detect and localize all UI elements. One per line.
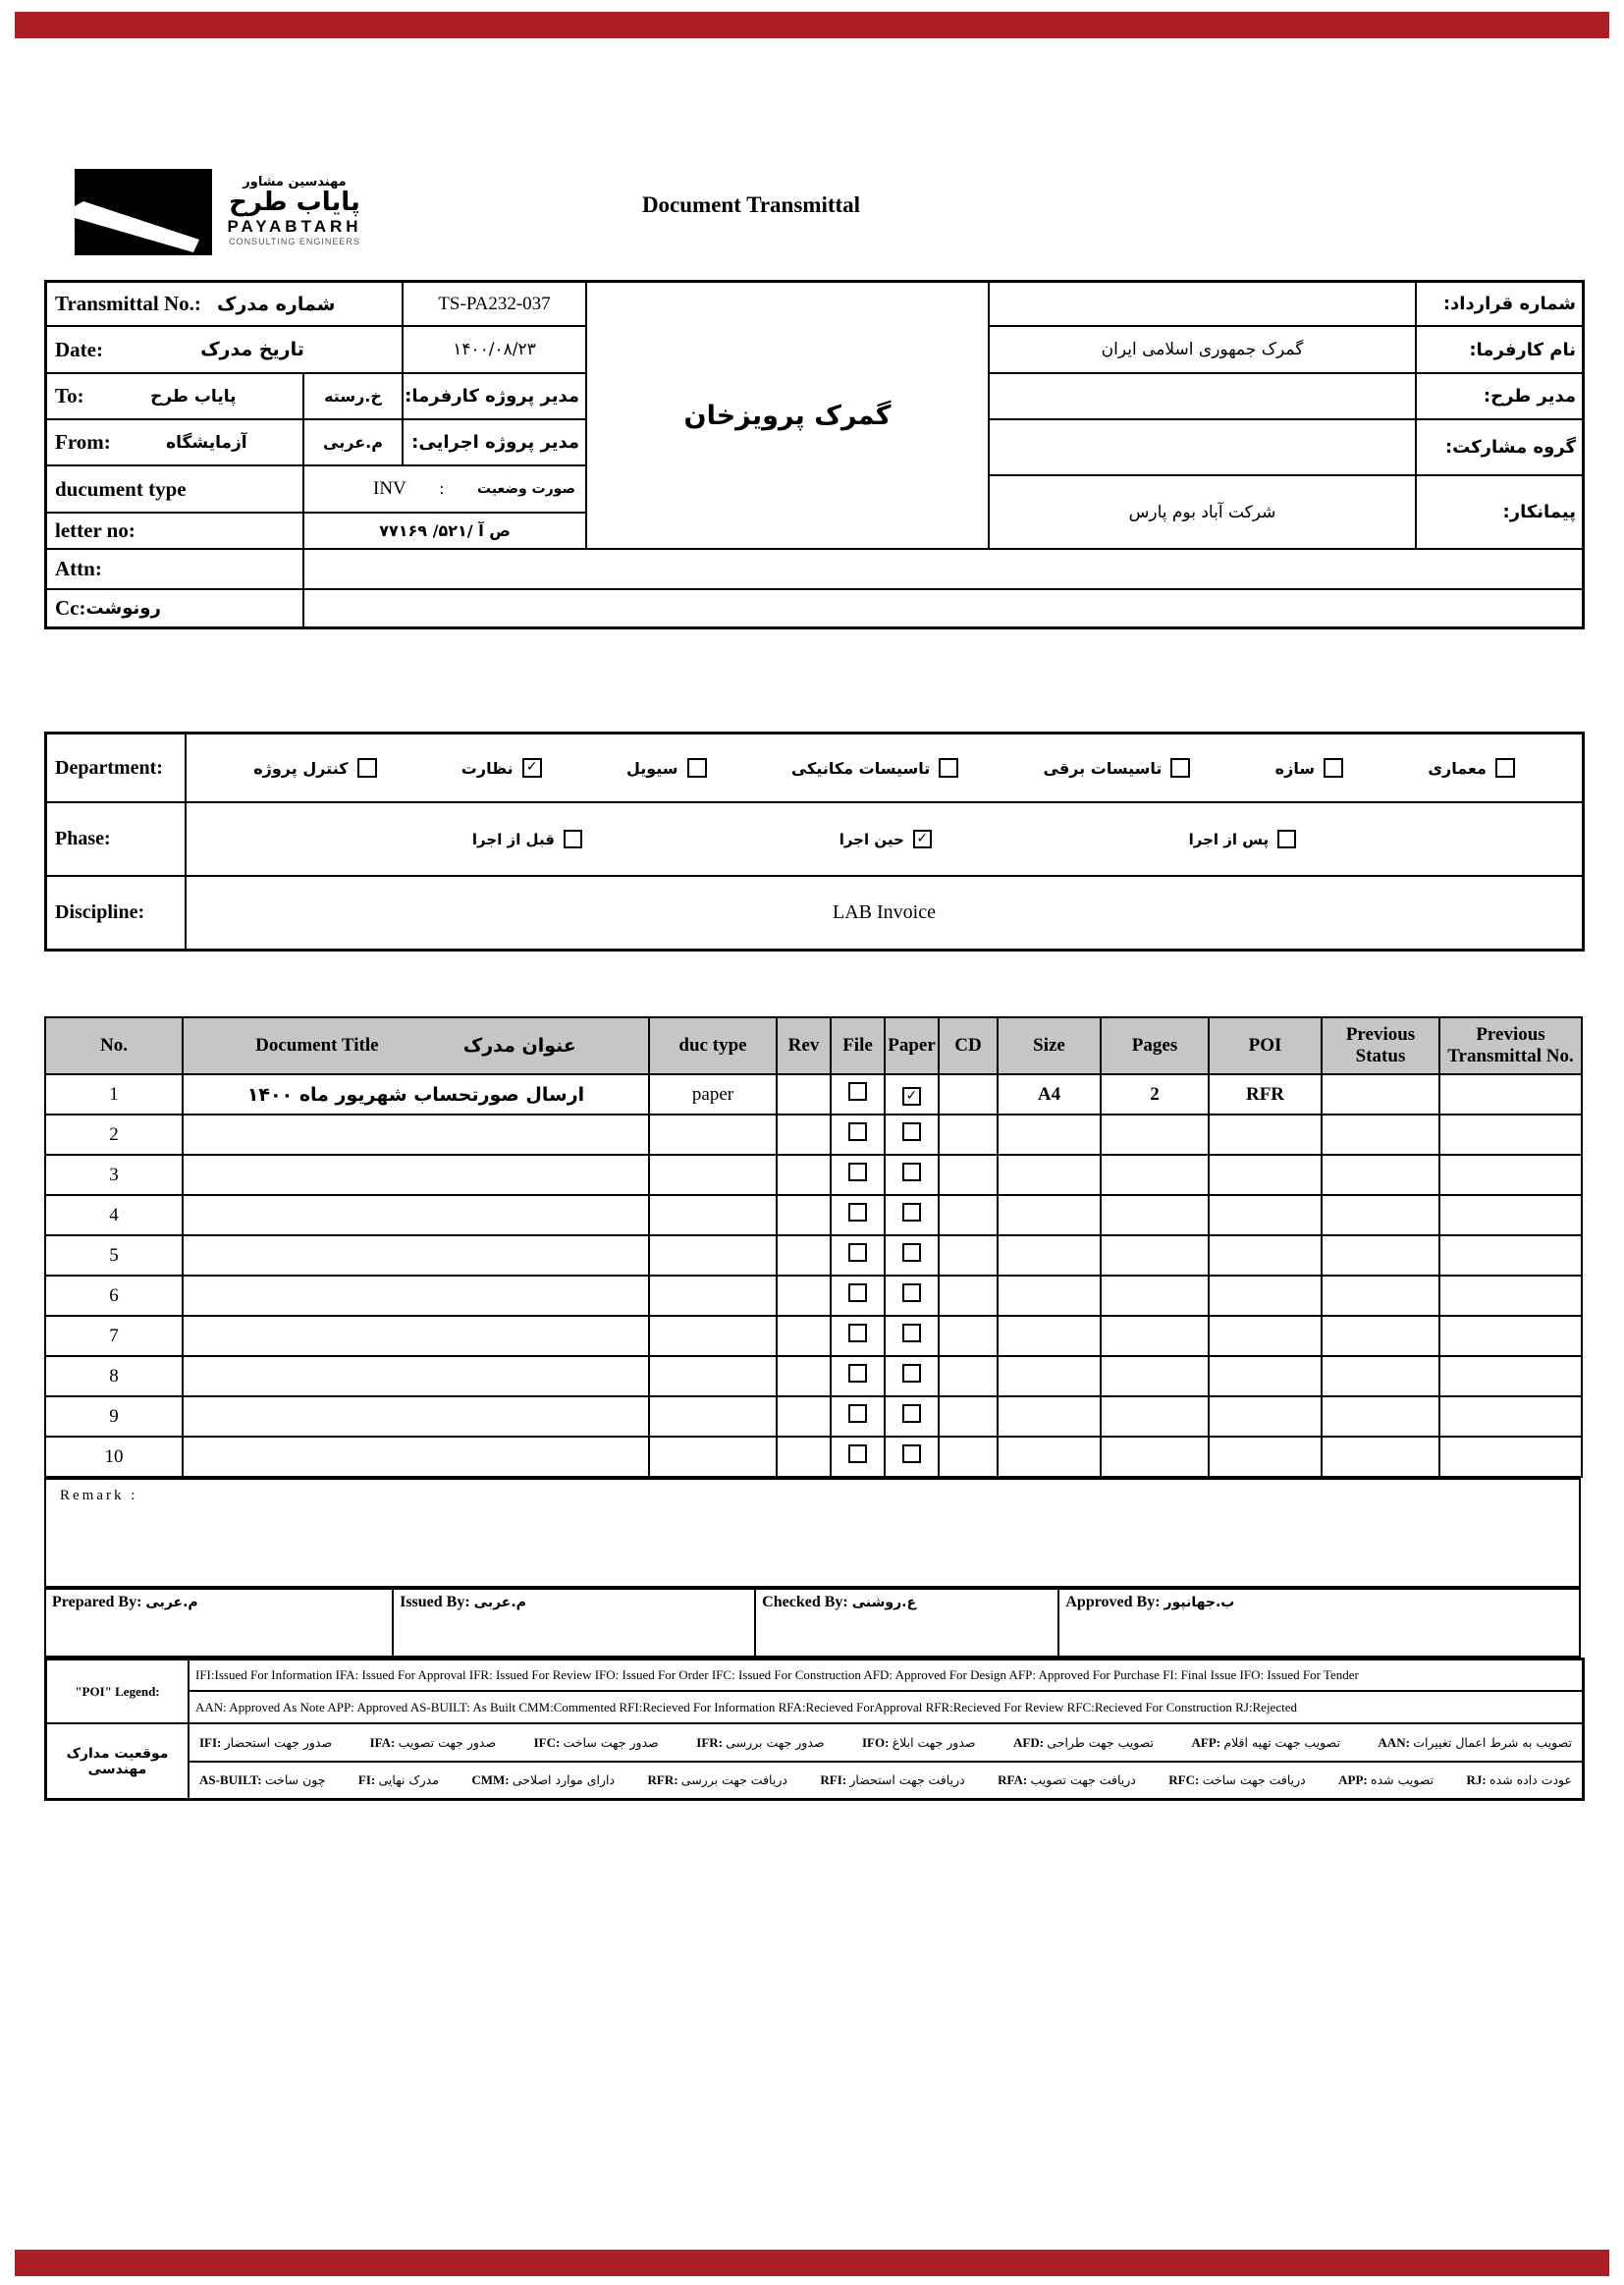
row-rev xyxy=(777,1356,831,1396)
row-duc-type xyxy=(649,1155,777,1195)
row-no: 6 xyxy=(45,1276,183,1316)
row-title xyxy=(183,1115,649,1155)
row-prev-transmittal xyxy=(1439,1195,1582,1235)
cc-cell xyxy=(46,589,303,627)
row-title xyxy=(183,1356,649,1396)
dept-option-structure: سازه xyxy=(1275,758,1343,778)
row-file-checkbox xyxy=(831,1396,885,1437)
client-pm-label: مدیر پروژه کارفرما: xyxy=(403,373,586,419)
dept-option-project-control: کنترل پروژه xyxy=(253,758,376,778)
transmittal-no-value: TS-PA232-037 xyxy=(403,282,586,326)
file-checkbox-icon[interactable] xyxy=(848,1283,867,1302)
checked-by-cell: Checked By: ع.روشنی xyxy=(756,1590,1059,1656)
file-checkbox-icon[interactable] xyxy=(848,1203,867,1222)
project-name: گمرک پرویزخان xyxy=(586,282,989,549)
documents-header-row xyxy=(45,1017,1582,1074)
to-value: پایاب طرح xyxy=(150,386,237,407)
poi-legend-label: "POI" Legend: xyxy=(46,1659,189,1723)
documents-table xyxy=(44,1016,1583,1478)
row-file-checkbox xyxy=(831,1437,885,1477)
row-title xyxy=(183,1316,649,1356)
row-paper-checkbox xyxy=(885,1437,939,1477)
department-label: Department: xyxy=(46,734,186,802)
row-poi xyxy=(1209,1115,1322,1155)
paper-checkbox-icon[interactable] xyxy=(902,1324,921,1342)
fa-legend-label: موقعیت مدارک مهندسی xyxy=(46,1723,189,1799)
row-title xyxy=(183,1195,649,1235)
dept-option-electrical: تاسیسات برقی xyxy=(1044,758,1191,778)
file-checkbox-icon[interactable] xyxy=(848,1163,867,1181)
row-cd xyxy=(939,1235,998,1276)
row-paper-checkbox xyxy=(885,1235,939,1276)
file-checkbox-icon[interactable] xyxy=(848,1324,867,1342)
paper-checkbox-icon[interactable] xyxy=(902,1203,921,1222)
contractor-value: شرکت آباد بوم پارس xyxy=(989,475,1416,549)
letter-no-label: letter no: xyxy=(46,513,303,549)
document-row xyxy=(45,1356,1582,1396)
row-no: 10 xyxy=(45,1437,183,1477)
prepared-by-name: م.عربی xyxy=(145,1595,198,1610)
col-rev: Rev xyxy=(777,1017,831,1074)
row-file-checkbox xyxy=(831,1074,885,1115)
dept-option-supervision: ✓ نظارت xyxy=(461,758,542,778)
discipline-label: Discipline: xyxy=(46,876,186,950)
paper-checkbox-icon[interactable] xyxy=(902,1243,921,1262)
row-title xyxy=(183,1155,649,1195)
row-file-checkbox xyxy=(831,1356,885,1396)
row-no: 7 xyxy=(45,1316,183,1356)
row-prev-transmittal xyxy=(1439,1235,1582,1276)
row-cd xyxy=(939,1195,998,1235)
fa-legend-pair: APP: تصویب شده xyxy=(1338,1772,1435,1787)
row-file-checkbox xyxy=(831,1235,885,1276)
row-prev-status xyxy=(1322,1276,1439,1316)
transmittal-info-table xyxy=(44,280,1585,629)
file-checkbox-icon[interactable] xyxy=(848,1243,867,1262)
row-poi: RFR xyxy=(1209,1074,1322,1115)
row-prev-transmittal xyxy=(1439,1115,1582,1155)
phase-option-pre-execution: قبل از اجرا xyxy=(472,830,582,848)
exec-pm-label: مدیر پروژه اجرایی: xyxy=(403,419,586,465)
doctype-value: INV xyxy=(373,478,406,499)
issued-by-name: م.عربی xyxy=(473,1595,526,1610)
fa-legend-pair: AAN: تصویب به شرط اعمال تغییرات xyxy=(1378,1734,1572,1750)
row-duc-type xyxy=(649,1195,777,1235)
row-cd xyxy=(939,1396,998,1437)
document-row xyxy=(45,1195,1582,1235)
jv-label: گروه مشارکت: xyxy=(1416,419,1583,475)
row-title xyxy=(183,1235,649,1276)
row-paper-checkbox xyxy=(885,1074,939,1115)
row-duc-type xyxy=(649,1396,777,1437)
row-no: 1 xyxy=(45,1074,183,1115)
row-no: 9 xyxy=(45,1396,183,1437)
paper-checkbox-icon[interactable] xyxy=(902,1122,921,1141)
col-title xyxy=(183,1017,649,1074)
row-prev-transmittal xyxy=(1439,1356,1582,1396)
approved-by-name: ب.جهانپور xyxy=(1164,1595,1235,1610)
row-size xyxy=(998,1437,1101,1477)
row-poi xyxy=(1209,1396,1322,1437)
fa-legend-pair: AS-BUILT: چون ساخت xyxy=(199,1772,326,1787)
row-pages xyxy=(1101,1276,1209,1316)
row-poi xyxy=(1209,1437,1322,1477)
row-rev xyxy=(777,1437,831,1477)
row-poi xyxy=(1209,1316,1322,1356)
fa-legend-pair: IFI: صدور جهت استحضار xyxy=(199,1734,333,1750)
row-prev-transmittal xyxy=(1439,1437,1582,1477)
row-title xyxy=(183,1276,649,1316)
row-poi xyxy=(1209,1356,1322,1396)
attn-label: Attn: xyxy=(46,549,303,589)
poi-legend-line2: AAN: Approved As Note APP: Approved AS-BUILT: As Built CMM:Commented RFI:Recieved For Information RFA:Recieved ForApproval RFR:Recieved For Review RFC:Recieved For Construction RJ:Rejected xyxy=(189,1691,1583,1723)
row-paper-checkbox xyxy=(885,1396,939,1437)
row-pages: 2 xyxy=(1101,1074,1209,1115)
documents-body xyxy=(45,1074,1582,1477)
row-cd xyxy=(939,1074,998,1115)
date-label: Date: xyxy=(55,337,103,361)
page-title: Document Transmittal xyxy=(641,192,861,217)
row-no: 8 xyxy=(45,1356,183,1396)
doctype-label: ducument type xyxy=(46,465,303,513)
from-label: From: xyxy=(55,430,111,454)
row-duc-type: paper xyxy=(649,1074,777,1115)
row-duc-type xyxy=(649,1316,777,1356)
to-cell xyxy=(46,373,303,419)
row-prev-transmittal xyxy=(1439,1155,1582,1195)
phase-label: Phase: xyxy=(46,802,186,876)
col-poi: POI xyxy=(1209,1017,1322,1074)
row-size xyxy=(998,1356,1101,1396)
row-title: ارسال صورتحساب شهریور ماه ۱۴۰۰ xyxy=(183,1074,649,1115)
dept-checkbox-supervision[interactable] xyxy=(522,758,542,778)
dept-checkbox-electrical[interactable] xyxy=(1170,758,1190,778)
logo-en-name: PAYABTARH xyxy=(227,217,362,236)
client-value: گمرک جمهوری اسلامی ایران xyxy=(989,326,1416,373)
row-prev-status xyxy=(1322,1316,1439,1356)
row-paper-checkbox xyxy=(885,1155,939,1195)
fa-legend-pair: CMM: دارای موارد اصلاحی xyxy=(471,1772,616,1787)
department-phase-table xyxy=(44,732,1585,952)
cc-label-fa: رونوشت xyxy=(85,598,161,619)
row-title xyxy=(183,1396,649,1437)
paper-checkbox-icon[interactable] xyxy=(902,1163,921,1181)
row-cd xyxy=(939,1155,998,1195)
document-row xyxy=(45,1316,1582,1356)
col-title-fa: عنوان مدرک xyxy=(462,1035,576,1057)
row-pages xyxy=(1101,1195,1209,1235)
doctype-value-cell xyxy=(303,465,586,513)
row-rev xyxy=(777,1195,831,1235)
dept-option-architecture: معماری xyxy=(1428,758,1515,778)
row-cd xyxy=(939,1356,998,1396)
date-value: ۱۴۰۰/۰۸/۲۳ xyxy=(403,326,586,373)
row-rev xyxy=(777,1276,831,1316)
logo-fa-name: پایاب طرح xyxy=(229,188,360,217)
row-file-checkbox xyxy=(831,1155,885,1195)
fa-legend-pair: RJ: عودت داده شده xyxy=(1466,1772,1572,1787)
row-prev-status xyxy=(1322,1074,1439,1115)
fa-legend-pair: RFR: دریافت جهت بررسی xyxy=(647,1772,787,1787)
row-file-checkbox xyxy=(831,1115,885,1155)
fa-legend-pair: IFR: صدور جهت بررسی xyxy=(696,1734,825,1750)
signatures-row xyxy=(44,1588,1581,1658)
paper-checkbox-icon[interactable] xyxy=(902,1364,921,1383)
file-checkbox-icon[interactable] xyxy=(848,1404,867,1423)
row-size xyxy=(998,1316,1101,1356)
doctype-colon: : xyxy=(439,479,445,498)
attn-value xyxy=(303,549,1583,589)
row-duc-type xyxy=(649,1276,777,1316)
poi-legend-line1: IFI:Issued For Information IFA: Issued For Approval IFR: Issued For Review IFO: Issued For Order IFC: Issued For Construction AFD: Approved For Design AFP: Approved For Purchase FI: Final Issue IFO: Issued For Tender xyxy=(189,1659,1583,1691)
fa-legend-pair: IFA: صدور جهت تصویب xyxy=(369,1734,497,1750)
doctype-fa: صورت وضعیت xyxy=(477,481,575,497)
col-paper: Paper xyxy=(885,1017,939,1074)
document-row xyxy=(45,1276,1582,1316)
to-person: خ.رسته xyxy=(303,373,403,419)
row-size: A4 xyxy=(998,1074,1101,1115)
legend-table xyxy=(44,1658,1585,1801)
paper-checkbox-icon[interactable] xyxy=(902,1444,921,1463)
paper-checkbox-icon[interactable] xyxy=(902,1283,921,1302)
row-rev xyxy=(777,1396,831,1437)
document-row xyxy=(45,1396,1582,1437)
row-poi xyxy=(1209,1276,1322,1316)
row-poi xyxy=(1209,1155,1322,1195)
row-duc-type xyxy=(649,1356,777,1396)
row-size xyxy=(998,1195,1101,1235)
fa-legend-pair: AFP: تصویب جهت تهیه اقلام xyxy=(1191,1734,1340,1750)
document-row xyxy=(45,1437,1582,1477)
file-checkbox-icon[interactable] xyxy=(848,1444,867,1463)
row-paper-checkbox xyxy=(885,1195,939,1235)
col-cd: CD xyxy=(939,1017,998,1074)
row-prev-status xyxy=(1322,1356,1439,1396)
document-row xyxy=(45,1115,1582,1155)
pm-value xyxy=(989,373,1416,419)
phase-option-post-execution: پس از اجرا xyxy=(1189,830,1296,848)
row-size xyxy=(998,1115,1101,1155)
remark-label: Remark : xyxy=(60,1488,138,1503)
row-prev-status xyxy=(1322,1115,1439,1155)
phase-checkbox-during-execution[interactable] xyxy=(913,830,932,848)
row-prev-transmittal xyxy=(1439,1276,1582,1316)
dept-checkbox-project-control[interactable] xyxy=(357,758,377,778)
row-pages xyxy=(1101,1437,1209,1477)
fa-legend-pair: FI: مدرک نهایی xyxy=(357,1772,439,1787)
row-file-checkbox xyxy=(831,1195,885,1235)
row-size xyxy=(998,1235,1101,1276)
bottom-accent-bar xyxy=(15,2250,1609,2276)
row-duc-type xyxy=(649,1437,777,1477)
transmittal-no-label: Transmittal No.: xyxy=(55,292,201,315)
row-no: 4 xyxy=(45,1195,183,1235)
file-checkbox-icon[interactable] xyxy=(848,1082,867,1101)
row-rev xyxy=(777,1155,831,1195)
row-cd xyxy=(939,1115,998,1155)
row-prev-status xyxy=(1322,1155,1439,1195)
file-checkbox-icon[interactable] xyxy=(848,1364,867,1383)
row-prev-transmittal xyxy=(1439,1316,1582,1356)
fa-legend-pair: RFA: دریافت جهت تصویب xyxy=(998,1772,1136,1787)
row-cd xyxy=(939,1276,998,1316)
row-prev-status xyxy=(1322,1195,1439,1235)
row-size xyxy=(998,1396,1101,1437)
from-person: م.عربی xyxy=(303,419,403,465)
row-size xyxy=(998,1276,1101,1316)
col-prev-status: Previous Status xyxy=(1322,1017,1439,1074)
logo-en-sub: CONSULTING ENGINEERS xyxy=(229,237,360,246)
col-prev-transmittal: Previous Transmittal No. xyxy=(1439,1017,1582,1074)
fa-legend-pair: IFC: صدور جهت ساخت xyxy=(533,1734,659,1750)
row-poi xyxy=(1209,1235,1322,1276)
row-duc-type xyxy=(649,1235,777,1276)
row-duc-type xyxy=(649,1115,777,1155)
contract-label: شماره قرارداد: xyxy=(1416,282,1583,326)
remark-box xyxy=(44,1478,1581,1588)
col-file: File xyxy=(831,1017,885,1074)
fa-legend-pair: IFO: صدور جهت ابلاغ xyxy=(861,1734,976,1750)
row-prev-status xyxy=(1322,1235,1439,1276)
file-checkbox-icon[interactable] xyxy=(848,1122,867,1141)
row-rev xyxy=(777,1115,831,1155)
col-size: Size xyxy=(998,1017,1101,1074)
contractor-label: پیمانکار: xyxy=(1416,475,1583,549)
row-paper-checkbox xyxy=(885,1115,939,1155)
transmittal-no-label-fa: شماره مدرک xyxy=(216,293,336,315)
phase-checkbox-post-execution[interactable] xyxy=(1277,830,1296,848)
fa-legend-line1 xyxy=(189,1723,1583,1762)
department-options xyxy=(186,734,1583,802)
cc-value xyxy=(303,589,1583,627)
fa-legend-pair: AFD: تصویب جهت طراحی xyxy=(1013,1734,1155,1750)
phase-option-during-execution: ✓ حین اجرا xyxy=(839,830,932,848)
row-no: 5 xyxy=(45,1235,183,1276)
document-row xyxy=(45,1235,1582,1276)
row-pages xyxy=(1101,1396,1209,1437)
row-pages xyxy=(1101,1235,1209,1276)
row-paper-checkbox xyxy=(885,1276,939,1316)
row-prev-status xyxy=(1322,1396,1439,1437)
fa-legend-pair: RFI: دریافت جهت استحضار xyxy=(820,1772,965,1787)
cc-label-en: Cc: xyxy=(55,596,86,620)
document-row xyxy=(45,1155,1582,1195)
row-rev xyxy=(777,1235,831,1276)
dept-option-mechanical: تاسیسات مکانیکی xyxy=(791,758,958,778)
top-accent-bar xyxy=(15,12,1609,38)
row-no: 3 xyxy=(45,1155,183,1195)
dept-option-civil: سیویل xyxy=(626,758,707,778)
letter-no-value: ص آ /۵۲۱/ ۷۷۱۶۹ xyxy=(303,513,586,549)
dept-checkbox-architecture[interactable] xyxy=(1495,758,1515,778)
col-no: No. xyxy=(45,1017,183,1074)
dept-checkbox-civil[interactable] xyxy=(687,758,707,778)
logo-fa-consultants: مهندسین مشاور xyxy=(243,175,347,190)
contract-value xyxy=(989,282,1416,326)
pm-label: مدیر طرح: xyxy=(1416,373,1583,419)
row-poi xyxy=(1209,1195,1322,1235)
row-cd xyxy=(939,1437,998,1477)
row-rev xyxy=(777,1074,831,1115)
dept-checkbox-mechanical[interactable] xyxy=(939,758,958,778)
row-title xyxy=(183,1437,649,1477)
col-duc-type: duc type xyxy=(649,1017,777,1074)
row-no: 2 xyxy=(45,1115,183,1155)
phase-checkbox-pre-execution[interactable] xyxy=(564,830,582,848)
to-label: To: xyxy=(55,384,84,408)
dept-checkbox-structure[interactable] xyxy=(1324,758,1343,778)
fa-legend-pair: RFC: دریافت جهت ساخت xyxy=(1168,1772,1306,1787)
from-cell xyxy=(46,419,303,465)
paper-checkbox-icon[interactable] xyxy=(902,1087,921,1106)
prepared-by-cell: Prepared By: م.عربی xyxy=(46,1590,394,1656)
row-file-checkbox xyxy=(831,1276,885,1316)
row-pages xyxy=(1101,1356,1209,1396)
row-prev-transmittal xyxy=(1439,1396,1582,1437)
col-pages: Pages xyxy=(1101,1017,1209,1074)
date-label-fa: تاریخ مدرک xyxy=(200,339,304,360)
paper-checkbox-icon[interactable] xyxy=(902,1404,921,1423)
discipline-value: LAB Invoice xyxy=(186,876,1583,950)
row-pages xyxy=(1101,1155,1209,1195)
client-label: نام کارفرما: xyxy=(1416,326,1583,373)
row-cd xyxy=(939,1316,998,1356)
col-title-en: Document Title xyxy=(255,1035,379,1056)
document-row xyxy=(45,1074,1582,1115)
phase-options xyxy=(186,802,1583,876)
row-prev-transmittal xyxy=(1439,1074,1582,1115)
from-value: آزمایشگاه xyxy=(166,432,247,453)
row-paper-checkbox xyxy=(885,1356,939,1396)
row-file-checkbox xyxy=(831,1316,885,1356)
transmittal-no-label-cell xyxy=(46,282,403,326)
fa-legend-line2 xyxy=(189,1762,1583,1799)
row-pages xyxy=(1101,1316,1209,1356)
row-prev-status xyxy=(1322,1437,1439,1477)
approved-by-cell: Approved By: ب.جهانپور xyxy=(1065,1594,1235,1610)
row-pages xyxy=(1101,1115,1209,1155)
row-paper-checkbox xyxy=(885,1316,939,1356)
issued-by-cell: Issued By: م.عربی xyxy=(394,1590,756,1656)
checked-by-name: ع.روشنی xyxy=(851,1595,917,1610)
jv-value xyxy=(989,419,1416,475)
row-size xyxy=(998,1155,1101,1195)
date-label-cell xyxy=(46,326,403,373)
row-rev xyxy=(777,1316,831,1356)
